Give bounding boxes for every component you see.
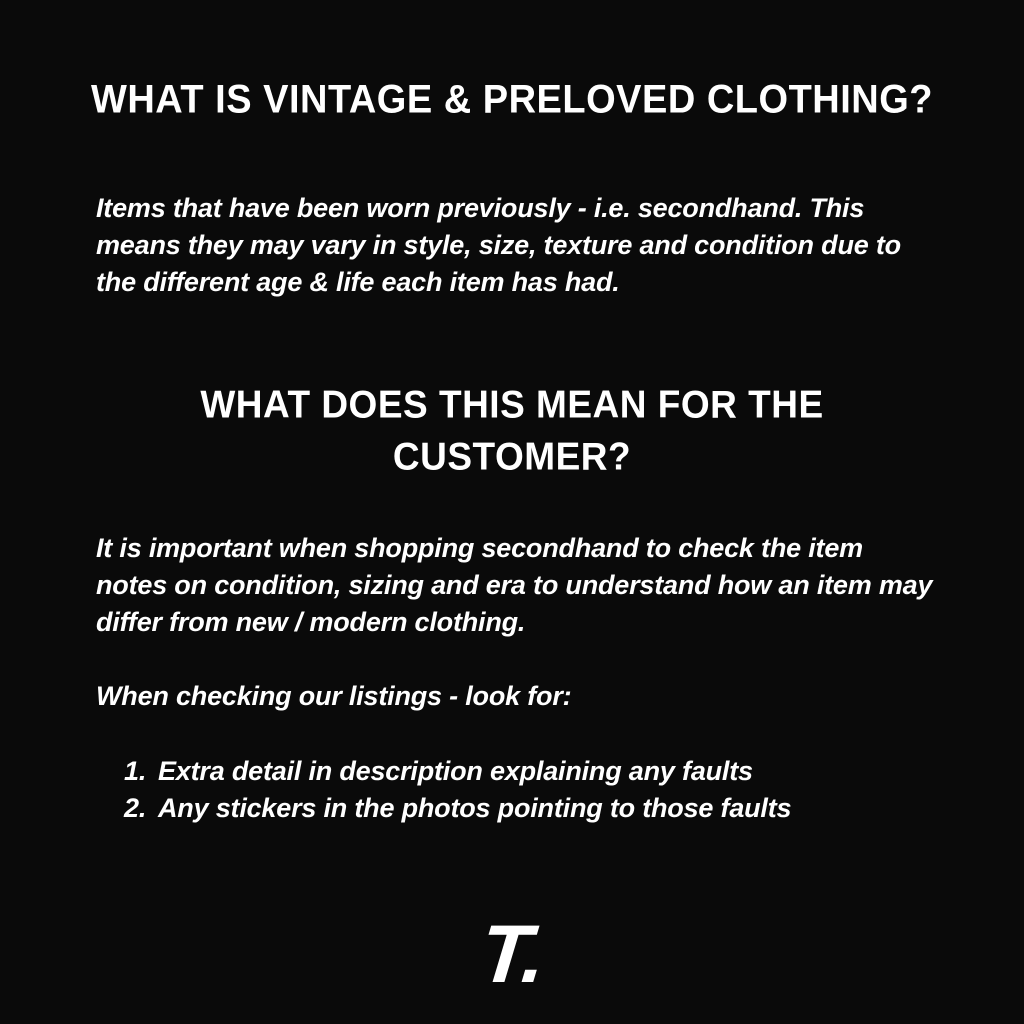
list-item-text: Extra detail in description explaining any faults [158, 756, 753, 786]
listings-lead-in: When checking our listings - look for: [96, 681, 572, 711]
section-heading-customer: WHAT DOES THIS MEAN FOR THE CUSTOMER? [200, 383, 824, 478]
intro-paragraph: Items that have been worn previously - i.e. secondhand. This means they may vary in style, size, texture and condition due to the different age & life each item has had. [96, 193, 901, 297]
list-item-number: 1. [124, 756, 147, 786]
list-item [124, 753, 924, 790]
list-item [124, 790, 924, 827]
page-title: WHAT IS VINTAGE & PRELOVED CLOTHING? [90, 78, 934, 122]
customer-paragraph: It is important when shopping secondhand to check the item notes on condition, sizing and era to understand how an item may differ from new / modern clothing. [96, 533, 933, 637]
brand-logo: T. [475, 909, 549, 1000]
list-item-text: Any stickers in the photos pointing to those faults [158, 793, 792, 823]
fault-checklist [124, 753, 924, 827]
list-item-number: 2. [124, 793, 147, 823]
